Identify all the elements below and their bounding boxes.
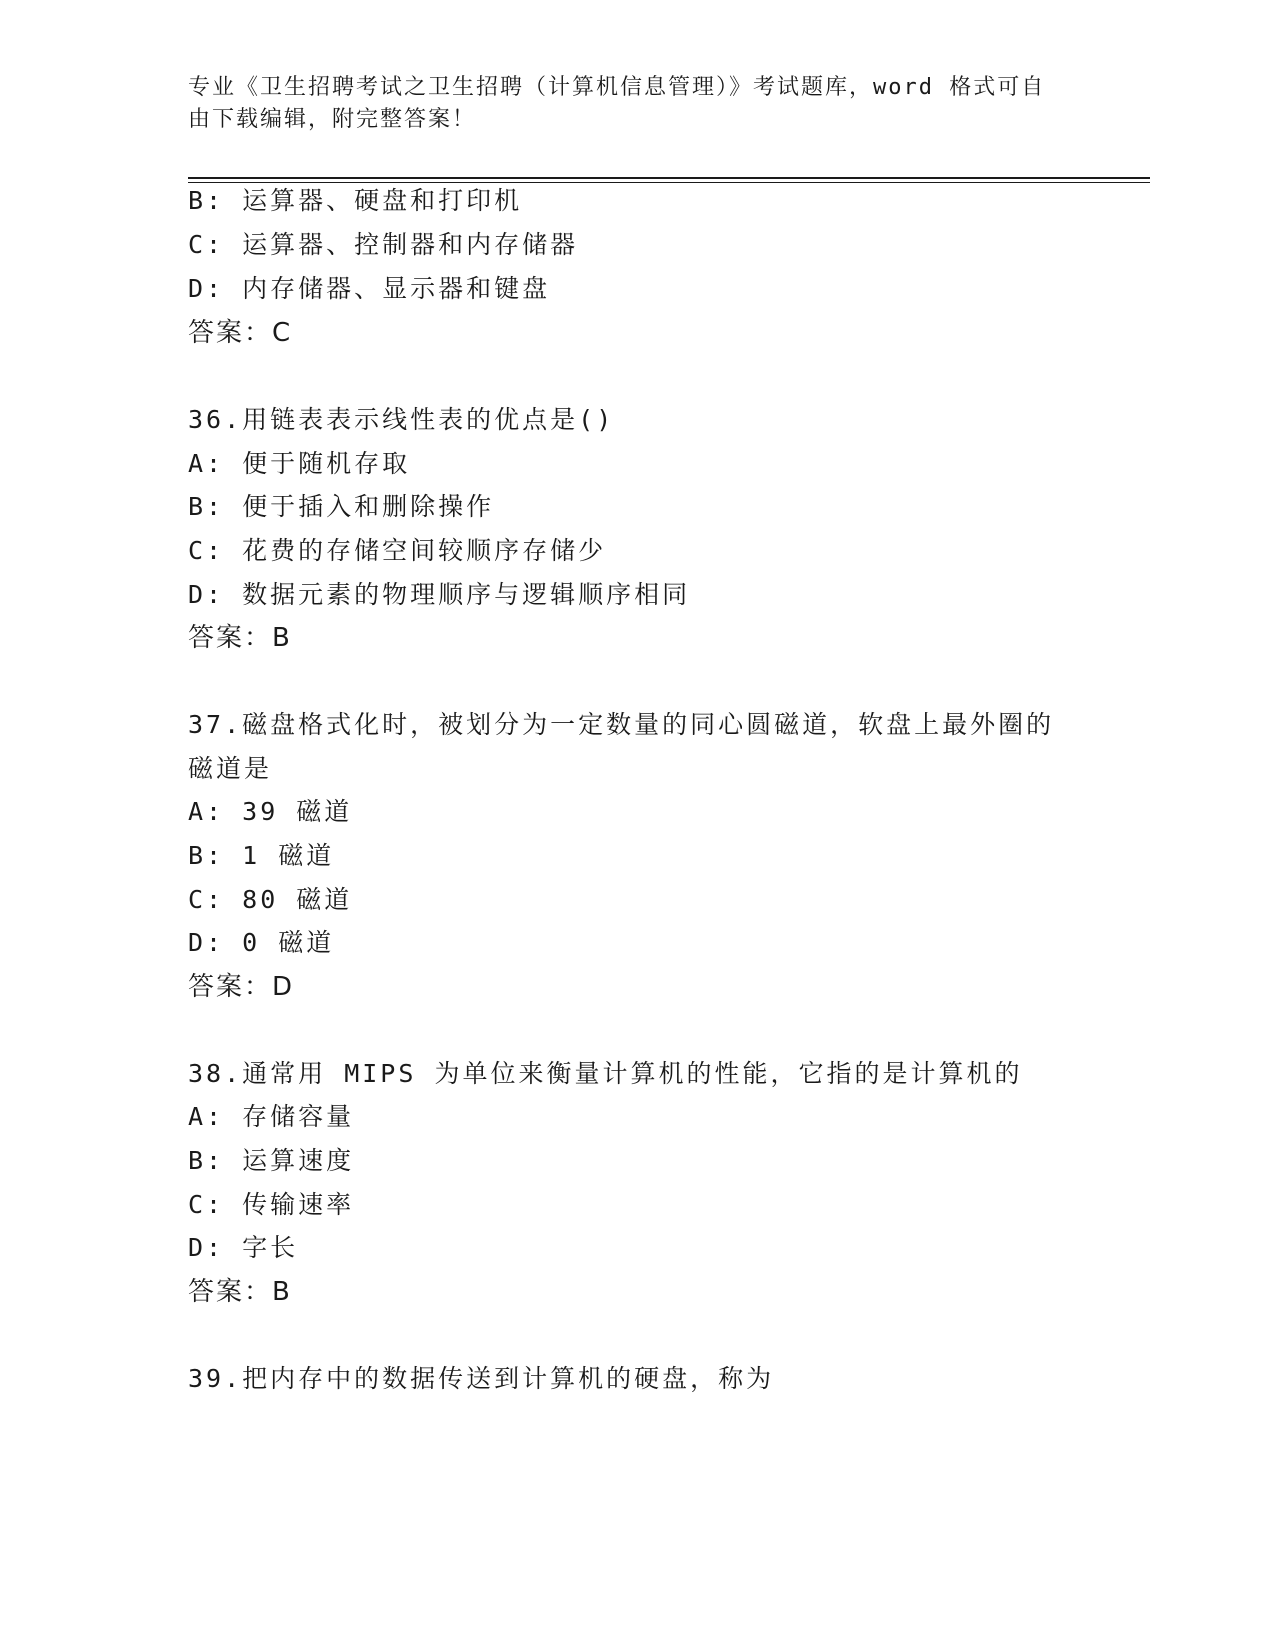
- header-divider-thick: [188, 177, 1150, 179]
- header-line-1: 专业《卫生招聘考试之卫生招聘（计算机信息管理）》考试题库，word 格式可自: [188, 75, 1046, 100]
- q38-answer: 答案：B: [188, 1277, 292, 1307]
- q36-stem: 36.用链表表示线性表的优点是(): [188, 405, 615, 434]
- q37-stem-line-1: 37.磁盘格式化时，被划分为一定数量的同心圆磁道，软盘上最外圈的: [188, 710, 1055, 739]
- header-divider-thin: [188, 182, 1150, 183]
- q35-option-c: C: 运算器、控制器和内存储器: [188, 230, 579, 259]
- q36-option-a: A: 便于随机存取: [188, 449, 411, 478]
- q38-stem: 38.通常用 MIPS 为单位来衡量计算机的性能，它指的是计算机的: [188, 1059, 1023, 1088]
- q38-option-c: C: 传输速率: [188, 1190, 355, 1219]
- q35-option-d: D: 内存储器、显示器和键盘: [188, 274, 551, 303]
- q37-answer: 答案：D: [188, 972, 295, 1002]
- header-line-2: 由下载编辑，附完整答案！: [188, 107, 477, 132]
- document-header: [188, 72, 1068, 136]
- q37-option-c: C: 80 磁道: [188, 885, 353, 914]
- q37-stem-line-2: 磁道是: [188, 754, 273, 783]
- q35-answer: 答案：C: [188, 318, 293, 348]
- q38-option-a: A: 存储容量: [188, 1102, 355, 1131]
- q37-option-a: A: 39 磁道: [188, 797, 353, 826]
- q37-option-d: D: 0 磁道: [188, 928, 335, 957]
- q36-option-c: C: 花费的存储空间较顺序存储少: [188, 536, 607, 565]
- q37-option-b: B: 1 磁道: [188, 841, 335, 870]
- q39-stem: 39.把内存中的数据传送到计算机的硬盘，称为: [188, 1364, 775, 1393]
- q36-option-b: B: 便于插入和删除操作: [188, 492, 495, 521]
- q36-answer: 答案：B: [188, 623, 292, 653]
- q38-option-d: D: 字长: [188, 1233, 299, 1262]
- q36-option-d: D: 数据元素的物理顺序与逻辑顺序相同: [188, 580, 691, 609]
- q38-option-b: B: 运算速度: [188, 1146, 355, 1175]
- q35-option-b: B: 运算器、硬盘和打印机: [188, 186, 523, 215]
